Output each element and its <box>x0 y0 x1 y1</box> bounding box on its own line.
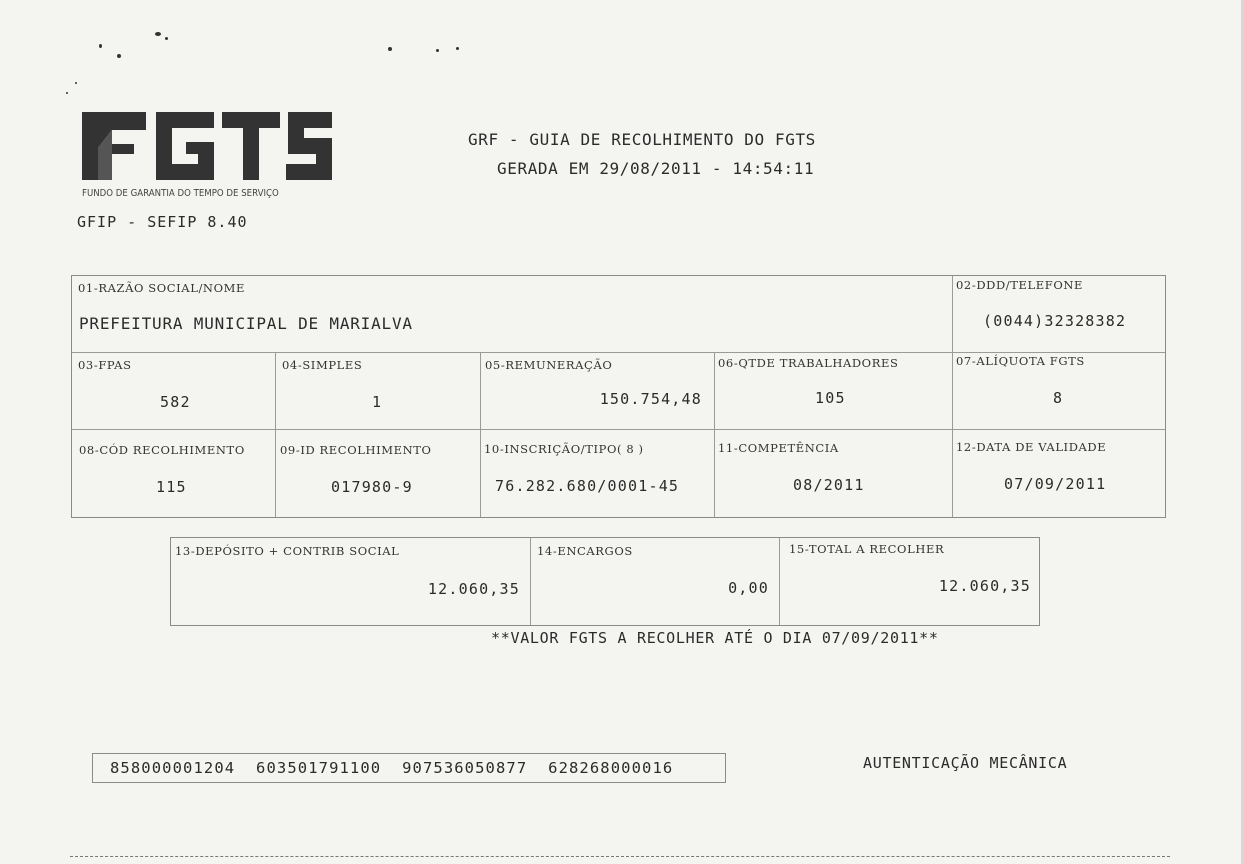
simples-value: 1 <box>372 393 383 411</box>
scan-speck <box>66 92 68 94</box>
aliquota-value: 8 <box>1053 389 1064 407</box>
scan-speck <box>117 54 121 58</box>
field-encargos <box>531 538 780 625</box>
phone-value: (0044)32328382 <box>983 312 1127 330</box>
field-label: 04-SIMPLES <box>282 358 363 372</box>
generated-timestamp: GERADA EM 29/08/2011 - 14:54:11 <box>497 159 815 178</box>
authentication-label: AUTENTICAÇÃO MECÂNICA <box>863 754 1068 772</box>
scan-speck <box>99 44 102 48</box>
field-aliquota <box>953 353 1165 430</box>
data-validade-value: 07/09/2011 <box>1004 475 1107 493</box>
field-label: 03-FPAS <box>78 358 132 372</box>
totals-grid <box>170 537 1040 626</box>
cod-recolhimento-value: 115 <box>156 478 187 496</box>
barcode-digits: 858000001204 603501791100 907536050877 628268000016 <box>92 753 726 783</box>
field-label: 05-REMUNERAÇÃO <box>485 358 613 372</box>
competencia-value: 08/2011 <box>793 476 865 494</box>
field-label: 02-DDD/TELEFONE <box>956 278 1084 292</box>
scan-speck <box>75 82 77 84</box>
trabalhadores-value: 105 <box>815 389 846 407</box>
system-version: GFIP - SEFIP 8.40 <box>77 213 248 231</box>
field-id-recolhimento <box>276 430 481 517</box>
field-telefone <box>953 276 1165 353</box>
field-data-validade <box>953 430 1165 517</box>
field-competencia <box>715 430 953 517</box>
deposito-value: 12.060,35 <box>427 580 520 598</box>
scan-speck <box>165 37 168 40</box>
field-label: 11-COMPETÊNCIA <box>718 441 839 455</box>
scan-speck <box>388 47 392 51</box>
field-qtde-trabalhadores <box>715 353 953 430</box>
field-label: 09-ID RECOLHIMENTO <box>280 443 432 457</box>
id-recolhimento-value: 017980-9 <box>331 478 413 496</box>
field-label: 12-DATA DE VALIDADE <box>956 440 1107 454</box>
due-date-note: **VALOR FGTS A RECOLHER ATÉ O DIA 07/09/2011** <box>491 629 939 647</box>
fgts-logo <box>82 110 332 182</box>
field-inscricao <box>481 430 715 517</box>
scan-speck <box>436 49 439 52</box>
field-label: 14-ENCARGOS <box>537 544 633 558</box>
field-label: 06-QTDE TRABALHADORES <box>718 356 899 370</box>
inscricao-value: 76.282.680/0001-45 <box>495 477 680 495</box>
scan-speck <box>155 32 161 36</box>
encargos-value: 0,00 <box>728 579 769 597</box>
field-razao-social <box>72 276 953 353</box>
field-remuneracao <box>481 353 715 430</box>
field-label: 01-RAZÃO SOCIAL/NOME <box>78 281 245 295</box>
logo-subtitle: FUNDO DE GARANTIA DO TEMPO DE SERVIÇO <box>82 188 279 199</box>
fpas-value: 582 <box>160 393 191 411</box>
field-simples <box>276 353 481 430</box>
field-label: 15-TOTAL A RECOLHER <box>789 542 945 556</box>
scan-speck <box>456 47 459 50</box>
info-grid <box>71 275 1166 518</box>
field-label: 08-CÓD RECOLHIMENTO <box>79 443 245 457</box>
field-total <box>780 538 1039 625</box>
field-fpas <box>72 353 276 430</box>
document-title: GRF - GUIA DE RECOLHIMENTO DO FGTS <box>468 130 816 149</box>
field-label: 10-INSCRIÇÃO/TIPO( 8 ) <box>484 442 644 456</box>
field-label: 07-ALÍQUOTA FGTS <box>956 354 1085 368</box>
tear-line <box>70 856 1170 857</box>
field-label: 13-DEPÓSITO + CONTRIB SOCIAL <box>175 544 400 558</box>
field-deposito <box>171 538 531 625</box>
company-name: PREFEITURA MUNICIPAL DE MARIALVA <box>79 314 413 333</box>
total-value: 12.060,35 <box>938 577 1031 595</box>
field-cod-recolhimento <box>72 430 276 517</box>
remuneracao-value: 150.754,48 <box>599 390 702 408</box>
